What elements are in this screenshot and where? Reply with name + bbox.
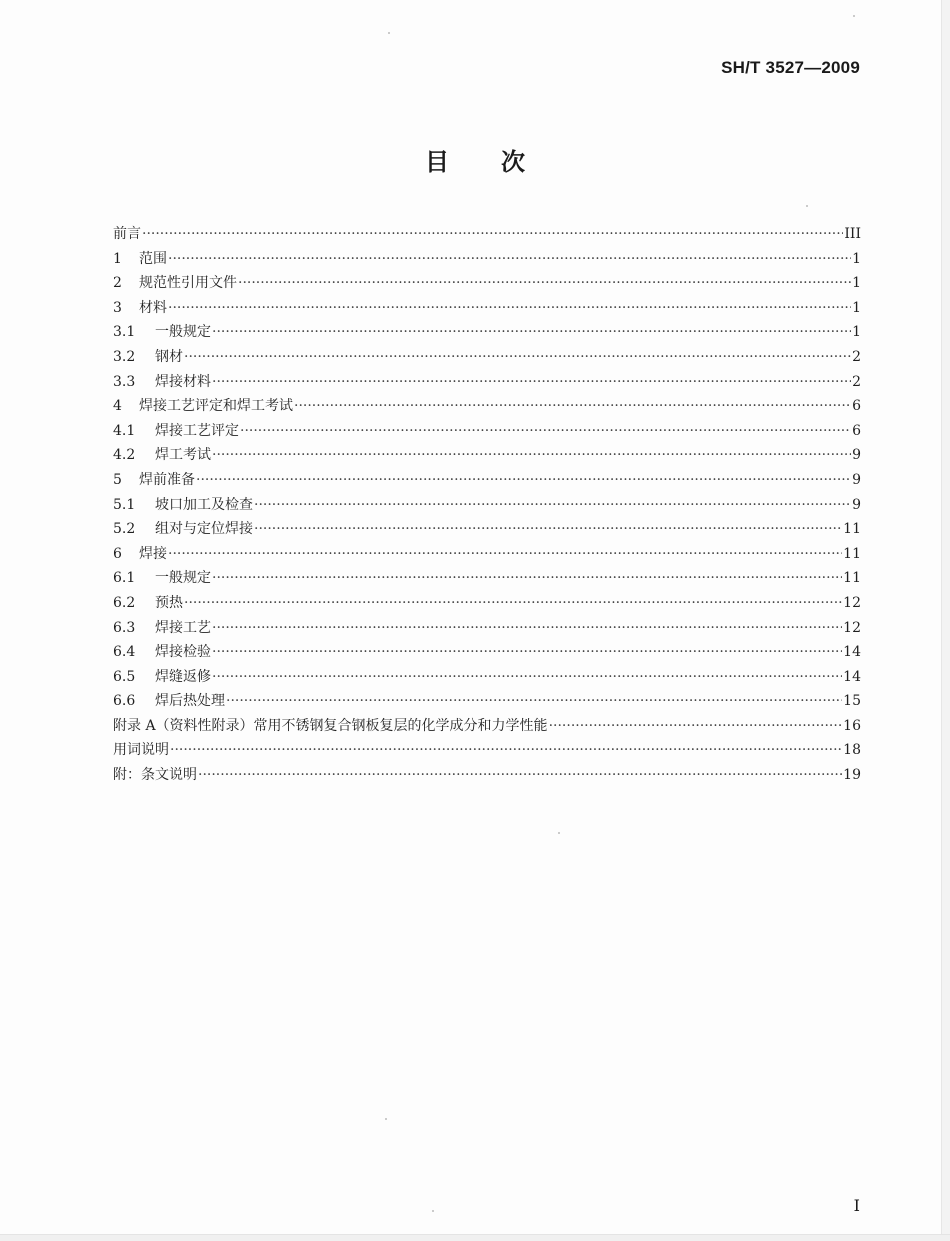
scan-speck	[558, 832, 560, 834]
toc-entry	[113, 689, 861, 714]
toc-dot-leader	[212, 443, 851, 468]
scan-speck	[388, 32, 390, 34]
toc-entry-number: 5.2	[113, 521, 136, 538]
toc-entry-label: 附：条文说明	[113, 767, 197, 784]
toc-entry-page: 2	[852, 373, 861, 390]
toc-entry-label: 焊接材料	[155, 373, 211, 390]
toc-dot-leader	[238, 271, 851, 296]
toc-entry-label: 焊工考试	[155, 447, 211, 464]
toc-entry-page: 15	[843, 693, 861, 710]
toc-entry	[113, 320, 861, 345]
toc-entry-label: 焊接工艺评定	[155, 422, 239, 439]
toc-entry	[113, 222, 861, 247]
toc-entry-page: 1	[852, 324, 861, 341]
toc-dot-leader	[168, 247, 851, 272]
toc-entry-label: 焊接工艺	[155, 619, 211, 636]
toc-entry-page: 11	[843, 521, 861, 538]
page-edge-bottom	[0, 1234, 950, 1241]
toc-entry-page: 6	[852, 422, 861, 439]
toc-entry-number: 6.1	[113, 570, 136, 587]
toc-dot-leader	[212, 320, 851, 345]
scan-speck	[806, 205, 808, 207]
toc-entry	[113, 247, 861, 272]
toc-entry-label: 焊接工艺评定和焊工考试	[139, 398, 293, 415]
toc-dot-leader	[212, 616, 842, 641]
toc-dot-leader	[142, 222, 843, 247]
toc-entry	[113, 665, 861, 690]
scan-speck	[432, 1210, 434, 1212]
toc-entry-label: 前言	[113, 226, 141, 242]
toc-entry-label: 材料	[139, 299, 167, 316]
toc-entry-label: 规范性引用文件	[139, 275, 237, 292]
toc-entry-page: 11	[843, 545, 861, 562]
toc-dot-leader	[168, 296, 851, 321]
toc-entry-page: 12	[843, 619, 861, 636]
toc-entry-label: 一般规定	[155, 570, 211, 587]
standard-code: SH/T 3527—2009	[721, 58, 860, 77]
toc-entry-number: 6	[113, 545, 122, 562]
toc-entry-label: 坡口加工及检查	[155, 496, 253, 513]
toc-entry-label: 预热	[155, 594, 183, 611]
toc-entry-label: 焊后热处理	[155, 693, 225, 710]
toc-dot-leader	[184, 591, 842, 616]
toc-entry-number: 1	[113, 250, 122, 267]
toc-entry	[113, 443, 861, 468]
toc-entry	[113, 542, 861, 567]
toc-entry-label: 焊前准备	[139, 471, 195, 488]
toc-entry	[113, 370, 861, 395]
toc-entry-number: 4.1	[113, 422, 136, 439]
toc-entry-number: 6.4	[113, 644, 136, 661]
toc-entry	[113, 296, 861, 321]
toc-dot-leader	[226, 689, 842, 714]
toc-dot-leader	[240, 419, 851, 444]
toc-entry	[113, 566, 861, 591]
toc-dot-leader	[198, 763, 842, 788]
toc-entry	[113, 345, 861, 370]
toc-entry	[113, 714, 861, 739]
page-title: 目次	[425, 148, 577, 176]
toc-entry-page: 14	[843, 644, 861, 661]
page-number: I	[853, 1196, 860, 1215]
toc-entry-page: 6	[852, 398, 861, 415]
toc-entry	[113, 493, 861, 518]
toc-entry-label: 焊缝返修	[155, 668, 211, 685]
toc-entry-label: 用词说明	[113, 742, 169, 759]
toc-entry	[113, 394, 861, 419]
toc-entry-label: 附录 A（资料性附录）常用不锈钢复合钢板复层的化学成分和力学性能	[113, 717, 548, 734]
toc-entry-number: 6.2	[113, 594, 136, 611]
toc-entry-page: 9	[852, 447, 861, 464]
toc-entry-page: 12	[843, 594, 861, 611]
toc-dot-leader	[549, 714, 843, 739]
toc-entry-page: 1	[852, 275, 861, 292]
toc-dot-leader	[254, 493, 851, 518]
toc-entry-page: 14	[843, 668, 861, 685]
toc-dot-leader	[212, 370, 851, 395]
toc-entry-number: 3.2	[113, 348, 136, 365]
toc-entry-page: 1	[852, 250, 861, 267]
toc-entry-number: 3.3	[113, 373, 136, 390]
toc-entry	[113, 738, 861, 763]
toc-entry-label: 范围	[139, 250, 167, 267]
toc-entry-page: 1	[852, 299, 861, 316]
toc-dot-leader	[294, 394, 851, 419]
toc-entry-number: 2	[113, 275, 122, 292]
toc-entry-number: 5.1	[113, 496, 136, 513]
toc-dot-leader	[184, 345, 851, 370]
toc-entry	[113, 419, 861, 444]
toc-entry-number: 4	[113, 398, 122, 415]
toc-entry-number: 5	[113, 471, 122, 488]
toc-dot-leader	[196, 468, 851, 493]
toc-entry-number: 3	[113, 299, 122, 316]
toc-entry-number: 3.1	[113, 324, 136, 341]
toc-entry-number: 6.6	[113, 693, 136, 710]
toc-entry-label: 焊接	[139, 545, 167, 562]
table-of-contents	[113, 222, 861, 788]
page-edge-right	[941, 0, 950, 1241]
toc-dot-leader	[212, 665, 842, 690]
toc-entry	[113, 763, 861, 788]
toc-entry-label: 组对与定位焊接	[155, 521, 253, 538]
toc-entry	[113, 468, 861, 493]
toc-dot-leader	[170, 738, 842, 763]
toc-entry-number: 6.5	[113, 668, 136, 685]
toc-entry-label: 钢材	[155, 348, 183, 365]
toc-entry	[113, 517, 861, 542]
toc-entry	[113, 616, 861, 641]
toc-entry-label: 焊接检验	[155, 644, 211, 661]
scan-speck	[385, 1118, 387, 1120]
toc-entry-page: 16	[843, 717, 861, 734]
toc-entry-page: III	[844, 226, 861, 242]
toc-entry	[113, 591, 861, 616]
toc-dot-leader	[168, 542, 842, 567]
toc-entry-page: 2	[852, 348, 861, 365]
toc-entry-page: 19	[843, 767, 861, 784]
toc-dot-leader	[212, 566, 842, 591]
toc-entry-number: 4.2	[113, 447, 136, 464]
toc-entry-number: 6.3	[113, 619, 136, 636]
toc-entry-label: 一般规定	[155, 324, 211, 341]
toc-dot-leader	[254, 517, 842, 542]
toc-entry-page: 18	[843, 742, 861, 759]
toc-entry-page: 9	[852, 471, 861, 488]
toc-dot-leader	[212, 640, 842, 665]
toc-entry	[113, 640, 861, 665]
scan-speck	[853, 15, 855, 17]
toc-entry-page: 11	[843, 570, 861, 587]
toc-entry	[113, 271, 861, 296]
toc-entry-page: 9	[852, 496, 861, 513]
